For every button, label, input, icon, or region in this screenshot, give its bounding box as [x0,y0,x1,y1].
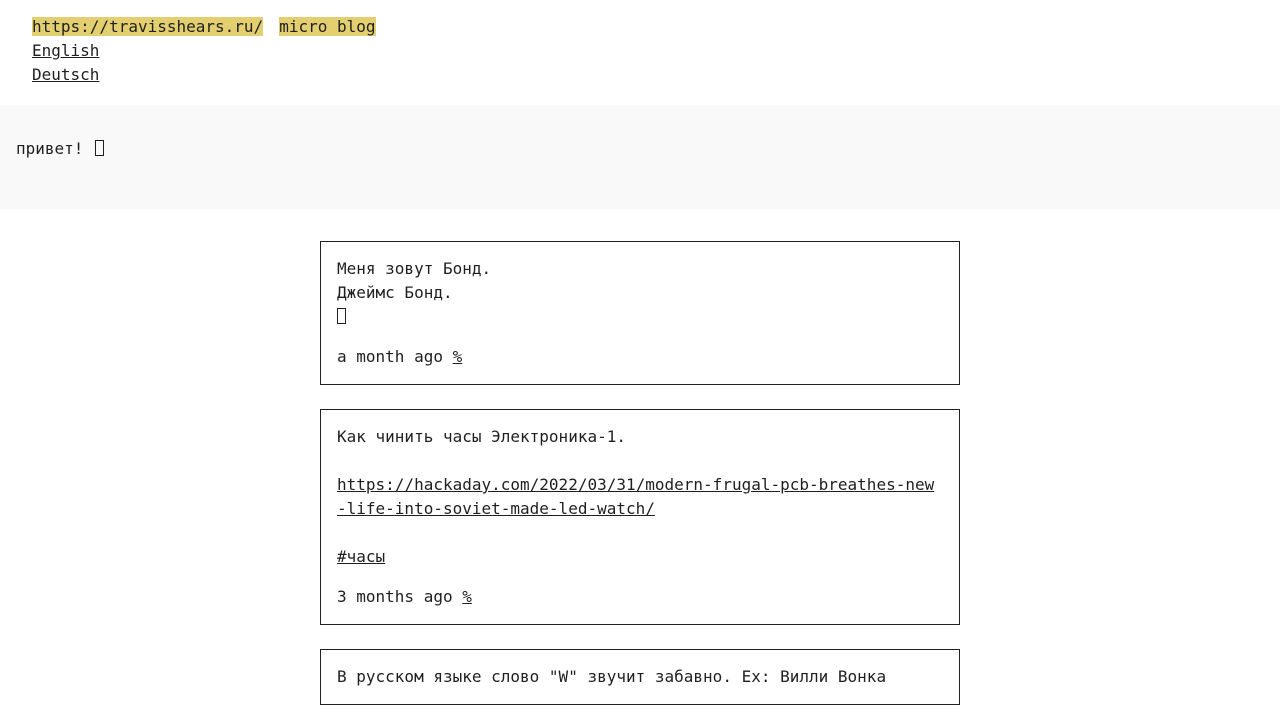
post-line: Джеймс Бонд. [337,283,453,302]
post-card [320,409,960,625]
post-permalink[interactable]: % [452,347,463,366]
post-line: Меня зовут Бонд. [337,259,492,278]
post-time: a month ago [337,347,443,366]
post-text: Как чинить часы Электроника-1. [337,427,626,446]
post-external-link[interactable]: https://hackaday.com/2022/03/31/modern-frugal-pcb-breathes-new-life-into-soviet-made-led-watch/ [337,475,935,518]
post-card [320,241,960,385]
post-permalink[interactable]: % [462,587,472,606]
post-time: 3 months ago [337,587,453,606]
greeting-text: привет! [16,139,84,158]
greeting-banner [0,105,1280,209]
post-tag-link[interactable]: #часы [337,547,386,566]
site-home-link[interactable]: https://travisshears.ru/ [32,17,264,36]
micro-blog-link[interactable]: micro blog [279,17,376,36]
post-feed [320,241,960,705]
post-meta [337,345,943,369]
site-header [0,0,1280,105]
emoji-placeholder-icon [337,308,346,324]
post-text: В русском языке слово "W" звучит забавно. Ex: Вилли Вонка [337,667,887,686]
emoji-placeholder-icon [95,140,104,156]
post-card [320,649,960,705]
language-english-link[interactable]: English [32,41,100,60]
language-deutsch-link[interactable]: Deutsch [32,65,100,84]
post-meta [337,585,943,609]
